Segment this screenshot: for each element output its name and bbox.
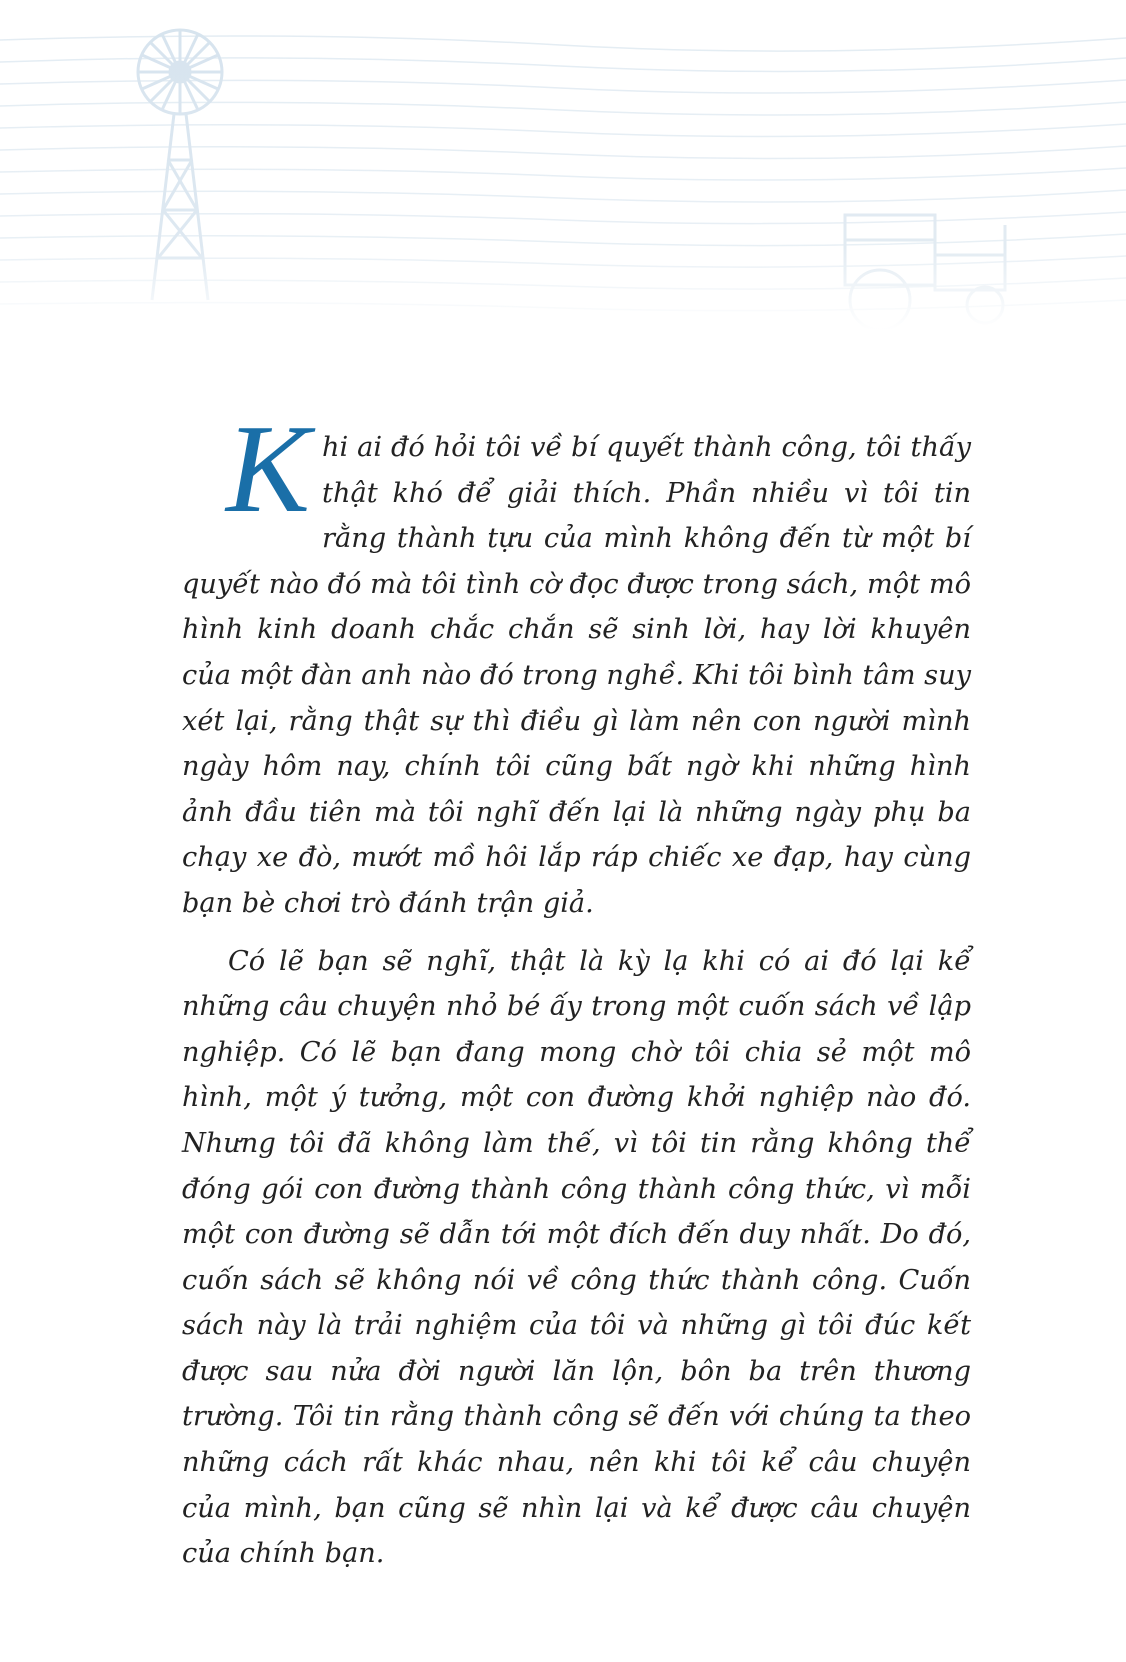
drop-cap: K: [226, 400, 311, 539]
paragraph-1: [182, 400, 971, 927]
header-illustration: [0, 0, 1126, 330]
body-text: [182, 400, 971, 1577]
paragraph-2: Có lẽ bạn sẽ nghĩ, thật là kỳ lạ khi có ai đó lại kể những câu chuyện nhỏ bé ấy trong một cuốn sách về lập nghiệp. Có lẽ bạn đang mong chờ tôi chia sẻ một mô hình, một ý tưởng, một con đường khởi nghiệp nào đó. Nhưng tôi đã không làm thế, vì tôi tin rằng không thể đóng gói con đường thành công thành công thức, vì mỗi một con đường sẽ dẫn tới một đích đến duy nhất. Do đó, cuốn sách sẽ không nói về công thức thành công. Cuốn sách này là trải nghiệm của tôi và những gì tôi đúc kết được sau nửa đời người lăn lộn, bôn ba trên thương trường. Tôi tin rằng thành công sẽ đến với chúng ta theo những cách rất khác nhau, nên khi tôi kể câu chuyện của mình, bạn cũng sẽ nhìn lại và kể được câu chuyện của chính bạn.: [182, 945, 971, 1570]
paragraph-1-text: hi ai đó hỏi tôi về bí quyết thành công, tôi thấy thật khó để giải thích. Phần nhiều vì tôi tin rằng thành tựu của mình không đến từ một bí quyết nào đó mà tôi tình cờ đọc được trong sách, một mô hình kinh doanh chắc chắn sẽ sinh lời, hay lời khuyên của một đàn anh nào đó trong nghề. Khi tôi bình tâm suy xét lại, rằng thật sự thì điều gì làm nên con người mình ngày hôm nay, chính tôi cũng bất ngờ khi những hình ảnh đầu tiên mà tôi nghĩ đến lại là những ngày phụ ba chạy xe đò, mướt mồ hôi lắp ráp chiếc xe đạp, hay cùng bạn bè chơi trò đánh trận giả.: [182, 432, 971, 919]
